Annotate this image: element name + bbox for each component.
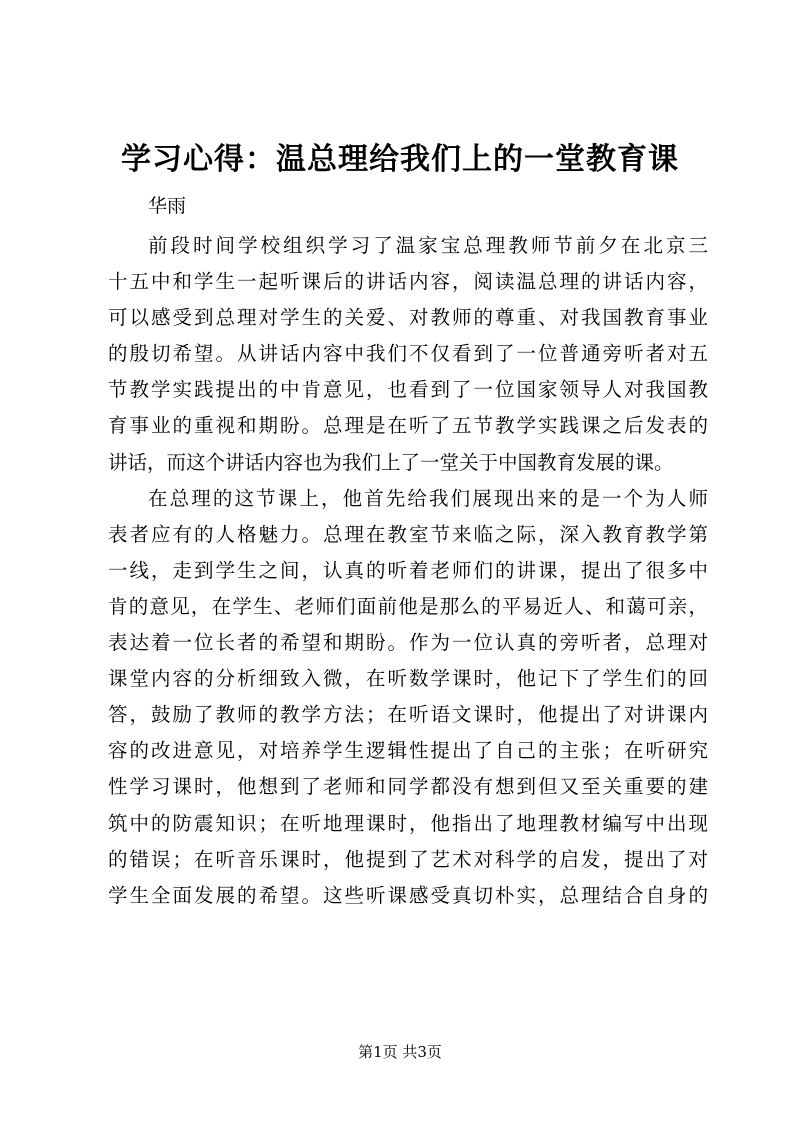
paragraph-2-line: 容的改进意见，对培养学生逻辑性提出了自己的主张；在听研究 xyxy=(108,739,708,763)
paragraph-1-line: 育事业的重视和期盼。总理是在听了五节教学实践课之后发表的 xyxy=(108,414,708,438)
paragraph-2-line: 性学习课时，他想到了老师和同学都没有想到但又至关重要的建 xyxy=(108,775,708,799)
paragraph-1-line: 讲话，而这个讲话内容也为我们上了一堂关于中国教育发展的课。 xyxy=(108,450,674,474)
author-name: 华雨 xyxy=(148,195,187,217)
paragraph-1-line: 的殷切希望。从讲话内容中我们不仅看到了一位普通旁听者对五 xyxy=(108,342,708,366)
paragraph-2-line: 一线，走到学生之间，认真的听着老师们的讲课，提出了很多中 xyxy=(108,558,708,582)
document-body xyxy=(108,228,708,914)
paragraph-1-line: 前段时间学校组织学习了温家宝总理教师节前夕在北京三 xyxy=(148,234,708,257)
paragraph-2-line: 在总理的这节课上，他首先给我们展现出来的是一个为人师 xyxy=(148,486,708,510)
paragraph-2-line: 表达着一位长者的希望和期盼。作为一位认真的旁听者，总理对 xyxy=(108,631,708,655)
page-footer: 第1页 共3页 xyxy=(358,1043,442,1061)
paragraph-2-line: 课堂内容的分析细致入微，在听数学课时，他记下了学生们的回 xyxy=(108,667,708,691)
paragraph-2-line: 学生全面发展的希望。这些听课感受真切朴实，总理结合自身的 xyxy=(108,883,708,907)
paragraph-1-line: 可以感受到总理对学生的关爱、对教师的尊重、对我国教育事业 xyxy=(108,306,708,330)
paragraph-2-line: 筑中的防震知识；在听地理课时，他指出了地理教材编写中出现 xyxy=(108,811,708,835)
paragraph-2-line: 肯的意见，在学生、老师们面前他是那么的平易近人、和蔼可亲， xyxy=(108,594,708,618)
paragraph-2-line: 答，鼓励了教师的教学方法；在听语文课时，他提出了对讲课内 xyxy=(108,703,708,727)
document-title: 学习心得：温总理给我们上的一堂教育课 xyxy=(121,142,679,177)
paragraph-2-line: 的错误；在听音乐课时，他提到了艺术对科学的启发，提出了对 xyxy=(108,847,708,871)
paragraph-1-line: 节教学实践提出的中肯意见，也看到了一位国家领导人对我国教 xyxy=(108,378,708,402)
paragraph-2-line: 表者应有的人格魅力。总理在教室节来临之际，深入教育教学第 xyxy=(108,522,708,546)
paragraph-1-line: 十五中和学生一起听课后的讲话内容，阅读温总理的讲话内容， xyxy=(108,270,708,294)
